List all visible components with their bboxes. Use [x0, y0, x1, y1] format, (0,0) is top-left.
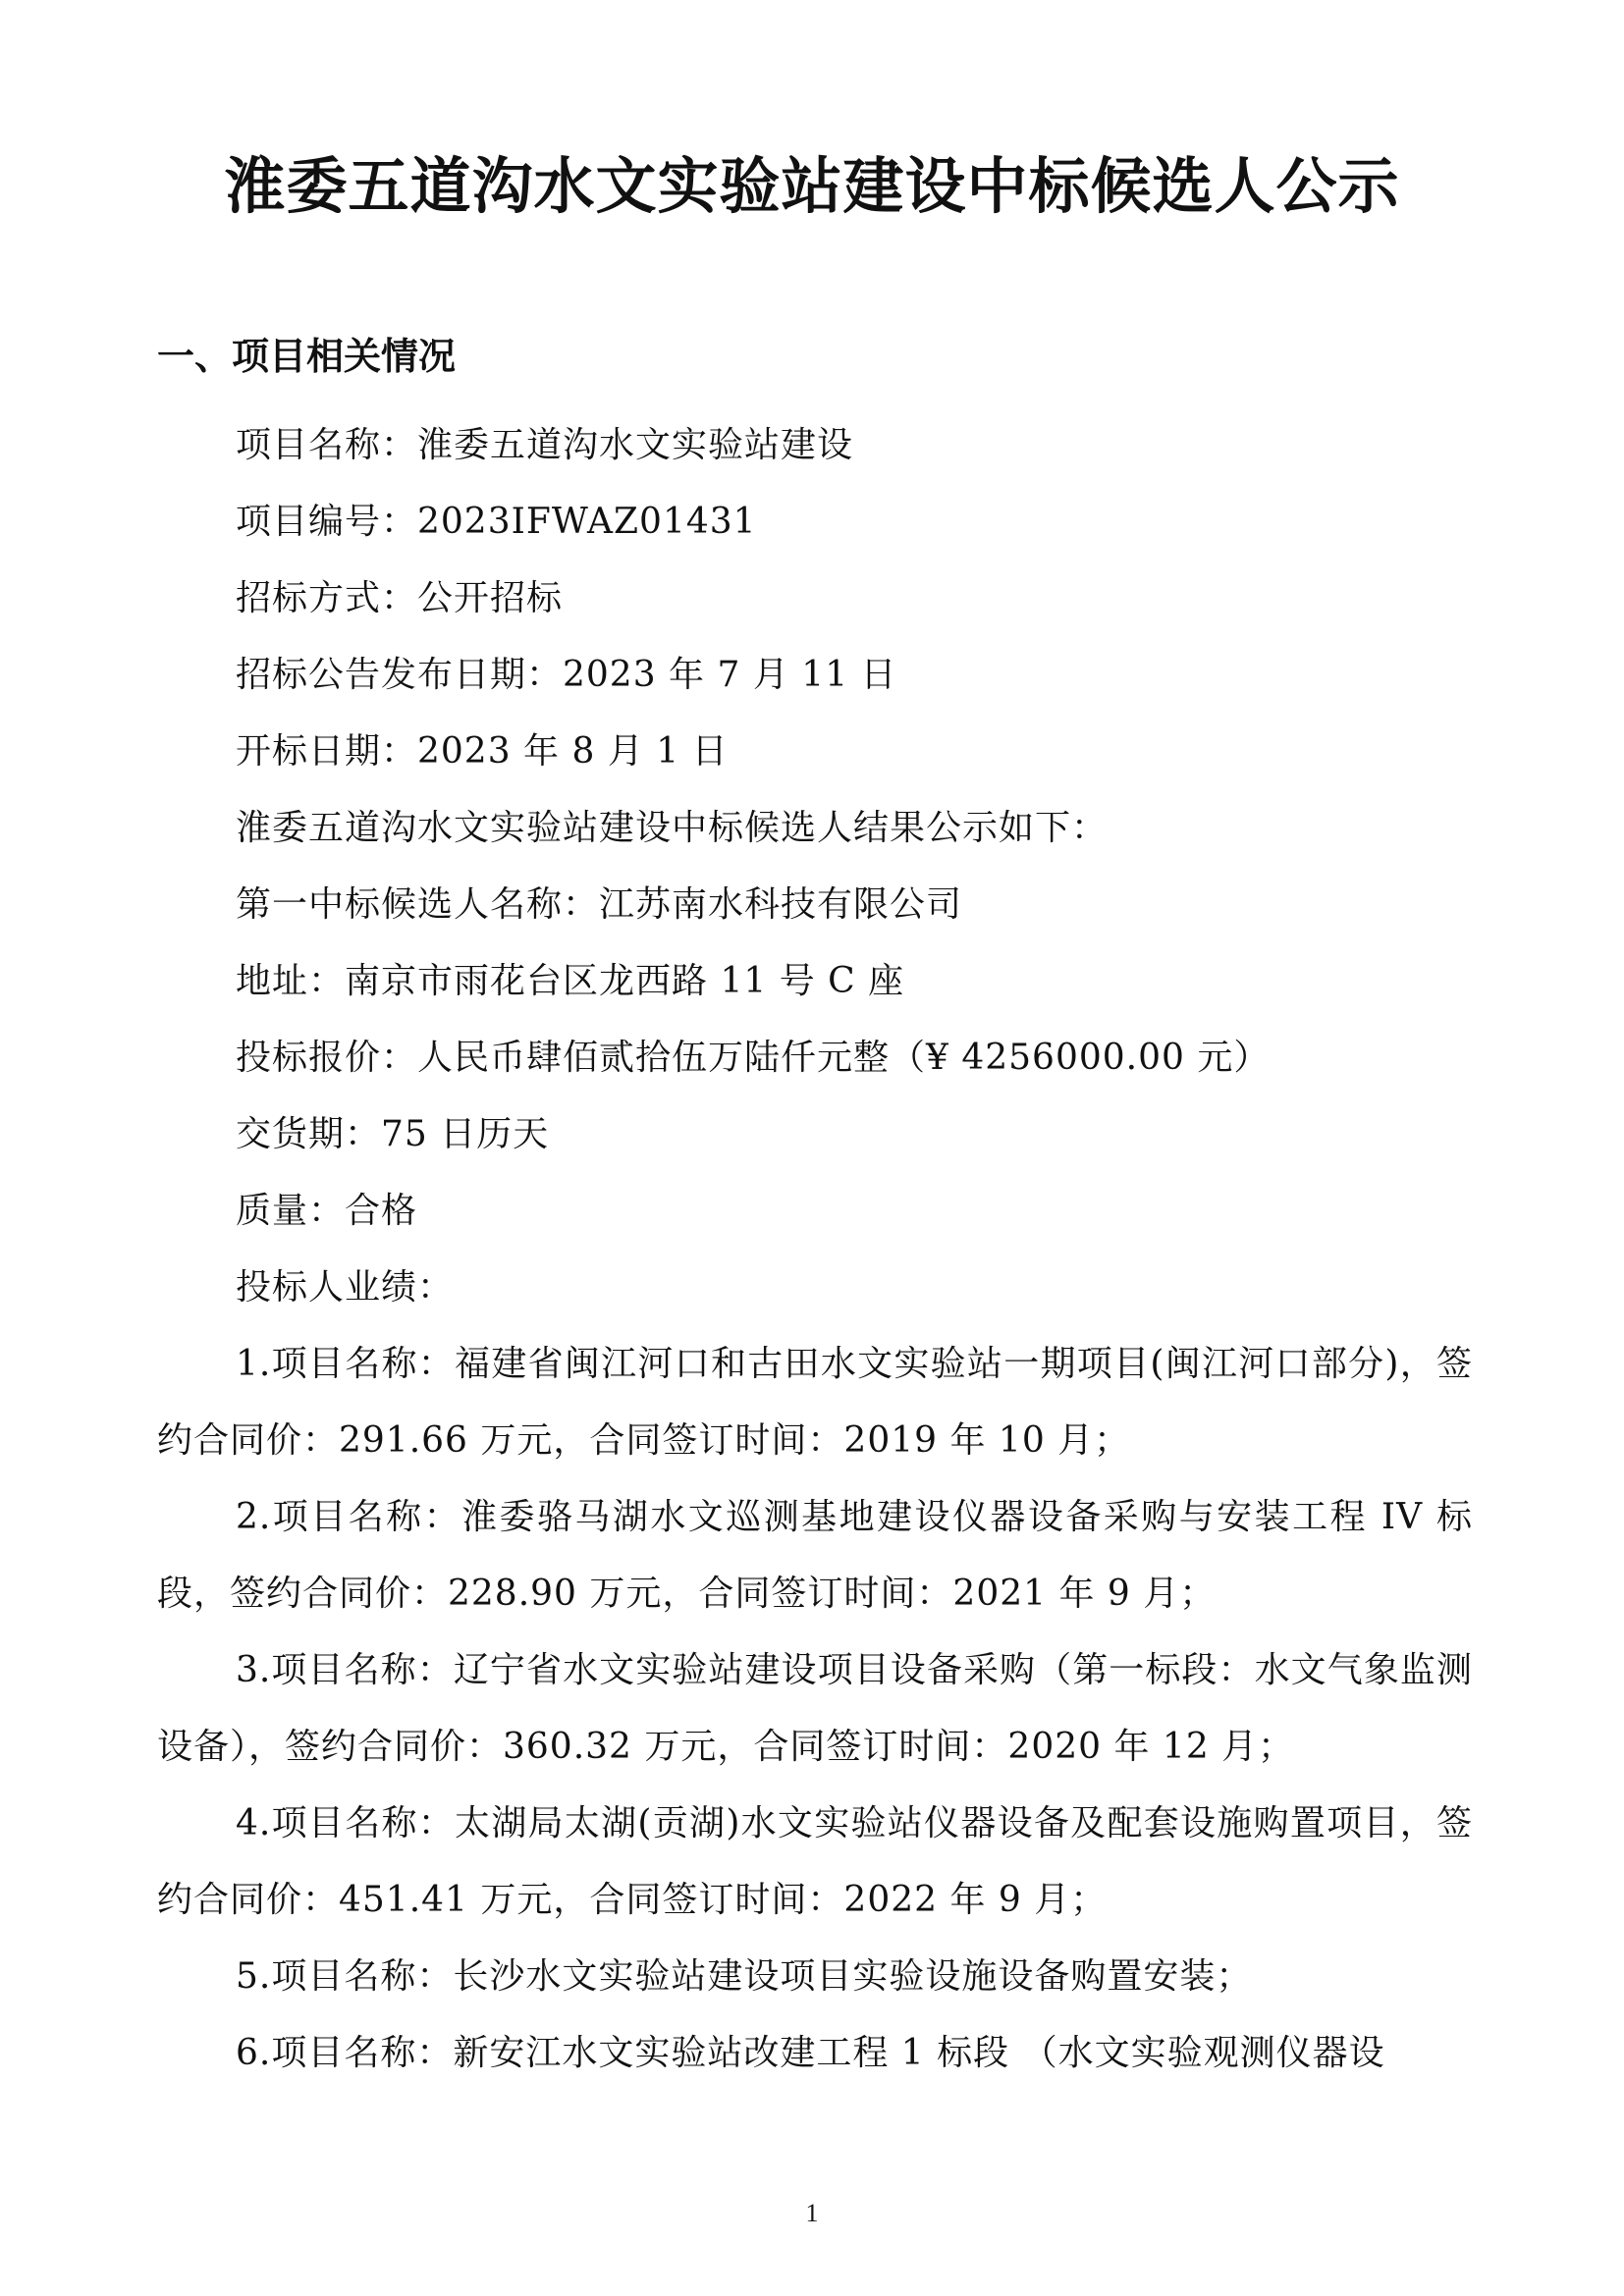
- result-intro-line: 淮委五道沟水文实验站建设中标候选人结果公示如下：: [236, 808, 1109, 848]
- performance-item-2: 2.项目名称：淮委骆马湖水文巡测基地建设仪器设备采购与安装工程 IV 标段，签约合同价：228.90 万元，合同签订时间：2021 年 9 月；: [157, 1497, 1473, 1614]
- project-name-line: 项目名称：淮委五道沟水文实验站建设: [236, 425, 854, 465]
- announcement-date-line: 招标公告发布日期：2023 年 7 月 11 日: [236, 655, 897, 695]
- document-body: [157, 407, 1473, 2092]
- performance-item-1: 1.项目名称：福建省闽江河口和古田水文实验站一期项目(闽江河口部分)，签约合同价：291.66 万元，合同签订时间：2019 年 10 月；: [157, 1344, 1473, 1461]
- bid-price-line: 投标报价：人民币肆佰贰拾伍万陆仟元整（¥ 4256000.00 元）: [236, 1038, 1271, 1078]
- first-candidate-line: 第一中标候选人名称：江苏南水科技有限公司: [236, 884, 963, 925]
- performance-heading-line: 投标人业绩：: [236, 1267, 455, 1308]
- document-title: 淮委五道沟水文实验站建设中标候选人公示: [224, 150, 1400, 222]
- tender-method-line: 招标方式：公开招标: [236, 578, 564, 618]
- performance-item-3: 3.项目名称：辽宁省水文实验站建设项目设备采购（第一标段：水文气象监测设备），签约合同价：360.32 万元，合同签订时间：2020 年 12 月；: [157, 1650, 1473, 1767]
- page-number: 1: [805, 2199, 819, 2227]
- delivery-period-line: 交货期：75 日历天: [236, 1114, 550, 1154]
- bid-opening-date-line: 开标日期：2023 年 8 月 1 日: [236, 731, 729, 772]
- performance-item-6: 6.项目名称：新安江水文实验站改建工程 1 标段 （水文实验观测仪器设: [236, 2033, 1385, 2073]
- quality-line: 质量：合格: [236, 1191, 418, 1231]
- address-line: 地址：南京市雨花台区龙西路 11 号 C 座: [236, 961, 905, 1001]
- performance-item-5: 5.项目名称：长沙水文实验站建设项目实验设施设备购置安装；: [236, 1956, 1253, 1997]
- performance-item-4: 4.项目名称：太湖局太湖(贡湖)水文实验站仪器设备及配套设施购置项目，签约合同价：451.41 万元，合同签订时间：2022 年 9 月；: [157, 1803, 1473, 1920]
- section-heading: 一、项目相关情况: [157, 335, 457, 378]
- project-number-line: 项目编号：2023IFWAZ01431: [236, 502, 757, 542]
